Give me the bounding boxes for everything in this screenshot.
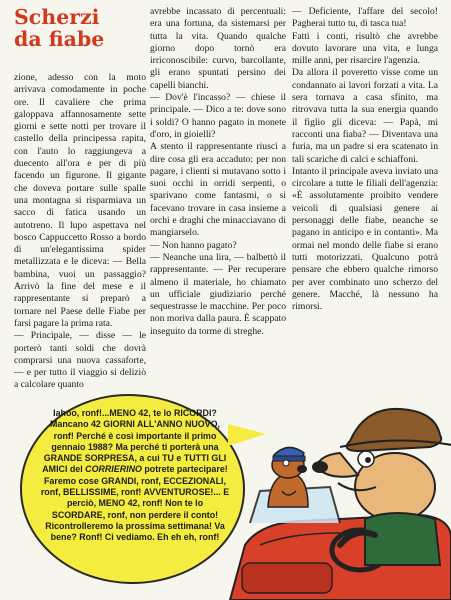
paragraph: Da allora il poveretto visse come un condannato ai lavori forzati a vita. La sera tornava a casa sfinito, ma ritrovava tutta la sua energia quando il figlio gli diceva: — Papà, mi racconti una fiaba? — Diventava una furia, ma un padre si era scatenato in tali scariche di calci e schiaffoni. (292, 67, 438, 165)
mole-character (268, 447, 308, 507)
paragraph: — Non hanno pagato? (150, 239, 237, 251)
paragraph: Fatti i conti, risultò che avrebbe dovuto lavorare una vita, e lunga mille anni, per risarcire l'agenzia. (292, 30, 438, 67)
text-column-2 (150, 6, 286, 392)
paragraph: — Dov'è l'incasso? — chiese il principale. — Dico a te: dove sono i soldi? O hanno pagato in monete d'oro, in gioielli? (150, 92, 286, 140)
paragraph: avrebbe incassato di percentuali: era una fortuna, da sistemarsi per tutta la vita. Quando qualche giorno dopo tornò era irriconoscibile: curvo, barcollante, gli erano spuntati persino dei capelli bianchi. (150, 6, 286, 91)
text-column-1 (14, 72, 146, 392)
bubble-text-part-2: potrete partecipare! Faremo cose GRANDI, ronf, ECCEZIONALI, ronf, BELLISSIME, ronf! AVVENTUROSE!... E perciò, MENO 42, ronf! Non te lo SCORDARE, ronf, non perdere il conto! Ricontrolleremo la prossima settimana! Va bene? Ronf! Ci vediamo. Eh eh eh, ronf! (40, 464, 230, 543)
speech-bubble-text (40, 408, 230, 544)
text-column-3 (292, 6, 438, 392)
speech-bubble-tail (228, 424, 266, 446)
paragraph: — Neanche una lira, — balbettò il rappresentante. — Per recuperare almeno il materiale, ho chiamato un ufficiale giudiziario perché sequestrasse le macchine. Per poco non moriva dalla paura. È scappato inseguito da torme di streghe. (150, 251, 286, 337)
paragraph: — Deficiente, l'affare del secolo! Pagherai tutto tu, di tasca tua! (292, 6, 438, 30)
magazine-name: CORRIERINO (85, 464, 142, 475)
paragraph: Intanto il principale aveva inviato una circolare a tutte le filiali dell'agenzia: «È assolutamente proibito vendere veicoli di qualsiasi genere ai personaggi delle fiabe, neanche se pagano in anticipo e in contanti». Ma ormai nel mondo delle fiabe si erano tutti motorizzati. Qualcuno potrà pensare che ebbero qualche rimorso per aver combinato uno scherzo del genere. Macché, là nessuno ha rimorsi. (292, 165, 438, 313)
paragraph: — Principale, — disse — le porterò tanti soldi che dovrà comprarsi una nuova cassaforte, — e per tutto il viaggio si deliziò a calcolare quanto (14, 330, 146, 391)
paragraph: A stento il rappresentante riuscì a dire cosa gli era accaduto: per non pagare, i clienti si mutavano sotto i suoi occhi in orridi serpenti, o sparivano come fantasmi, o si facevano trovare in casa insieme a orchi e draghi che minacciavano di mangiarselo. (150, 141, 286, 239)
paragraph: zione, adesso con la moto arrivava comodamente in poche ore. Il cavaliere che prima galoppava affannosamente sette giorni e sette notti per trovare il castello della principessa rapita, con l'auto lo raggiungeva a duecento all'ora e per di più facendo un figurone. Il gigante che doveva portare sulle spalle una montagna si risparmiava un sacco di fatica usando un autotreno. Il lupo aspettava nel bosco Cappuccetto Rosso a bordo di un'elegantissima spider metallizzata e le diceva: — Bella bambina, vuoi un passaggio? Arrivò la fine del mese e il rappresentante si preparò a tornare nel Paese delle Fiabe per farsi pagare la prima rata. (14, 72, 146, 329)
article-title: Scherzi da fiabe (14, 5, 105, 51)
bubble-text-part-1: Iahoo, ronf!...MENO 42, te lo RICORDI? Mancano 42 GIORNI ALL'ANNO NUOVO, ronf! Perché è così importante il primo gennaio 1988? Ma perché ti porterà una GRANDE SORPRESA, a cui TU e TUTTI GLI AMICI del (42, 408, 227, 475)
